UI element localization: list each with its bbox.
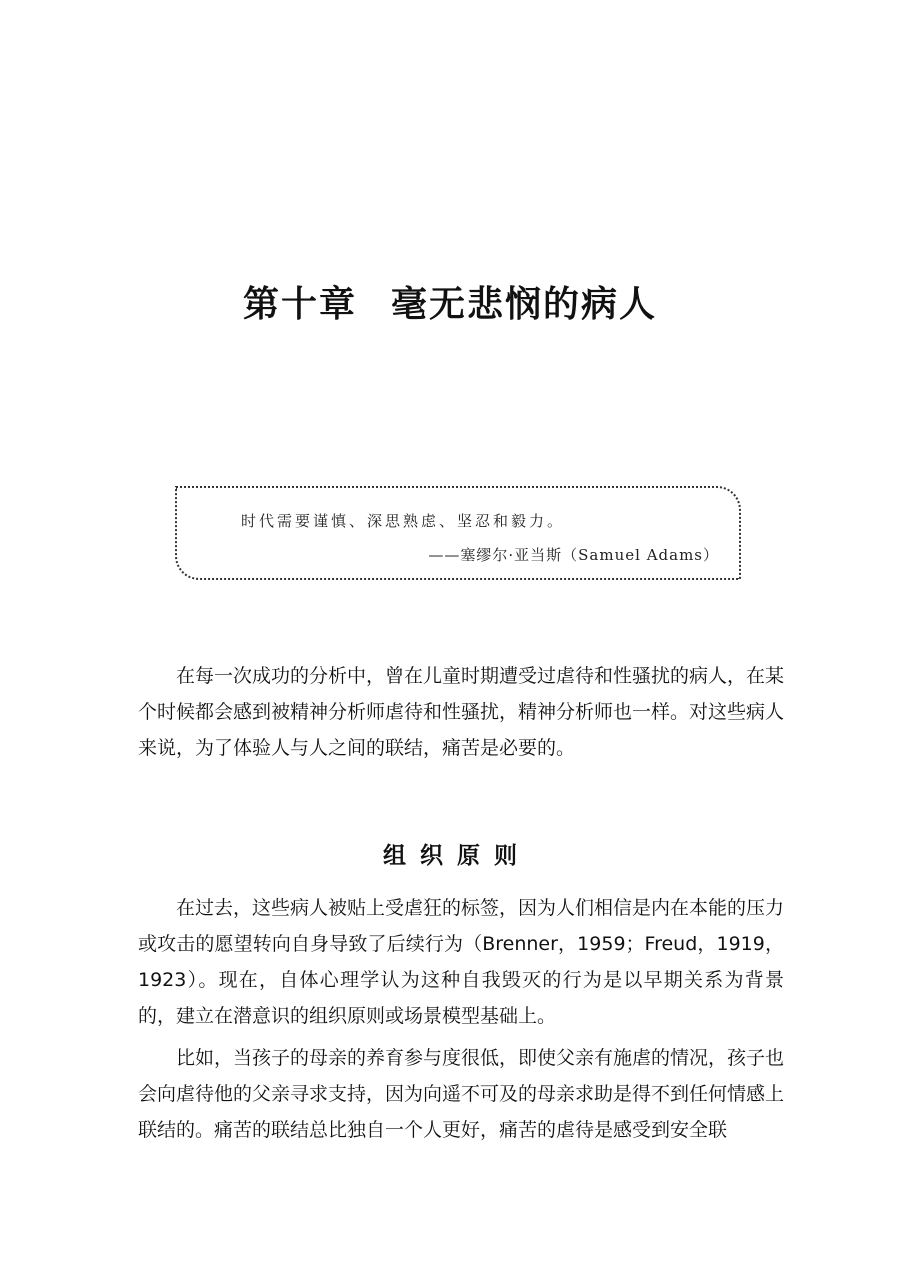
body-paragraph-1: 在过去，这些病人被贴上受虐狂的标签，因为人们相信是内在本能的压力或攻击的愿望转向自身导致了后续行为（Brenner，1959；Freud，1919，1923）。现在，自体心理学认为这种自我毁灭的行为是以早期关系为背景的，建立在潜意识的组织原则或场景模型基础上。 bbox=[138, 897, 785, 1027]
epigraph-quote: 时代需要谨慎、深思熟虑、坚忍和毅力。 bbox=[241, 512, 566, 530]
body-paragraph-2: 比如，当孩子的母亲的养育参与度很低，即使父亲有施虐的情况，孩子也会向虐待他的父亲寻求支持，因为向遥不可及的母亲求助是得不到任何情感上联结的。痛苦的联结总比独自一个人更好，痛苦的虐待是感受到安全联 bbox=[138, 1047, 785, 1141]
chapter-title bbox=[0, 276, 900, 327]
section-heading: 组织原则 bbox=[383, 843, 531, 870]
chapter-name: 毫无悲悯的病人 bbox=[391, 284, 658, 326]
intro-paragraph: 在每一次成功的分析中，曾在儿童时期遭受过虐待和性骚扰的病人，在某个时候都会感到被精神分析师虐待和性骚扰，精神分析师也一样。对这些病人来说，为了体验人与人之间的联结，痛苦是必要的。 bbox=[138, 665, 785, 759]
epigraph-box bbox=[175, 486, 741, 580]
epigraph-attribution: ——塞缪尔·亚当斯（Samuel Adams） bbox=[428, 546, 719, 564]
chapter-number: 第十章 bbox=[242, 284, 357, 326]
